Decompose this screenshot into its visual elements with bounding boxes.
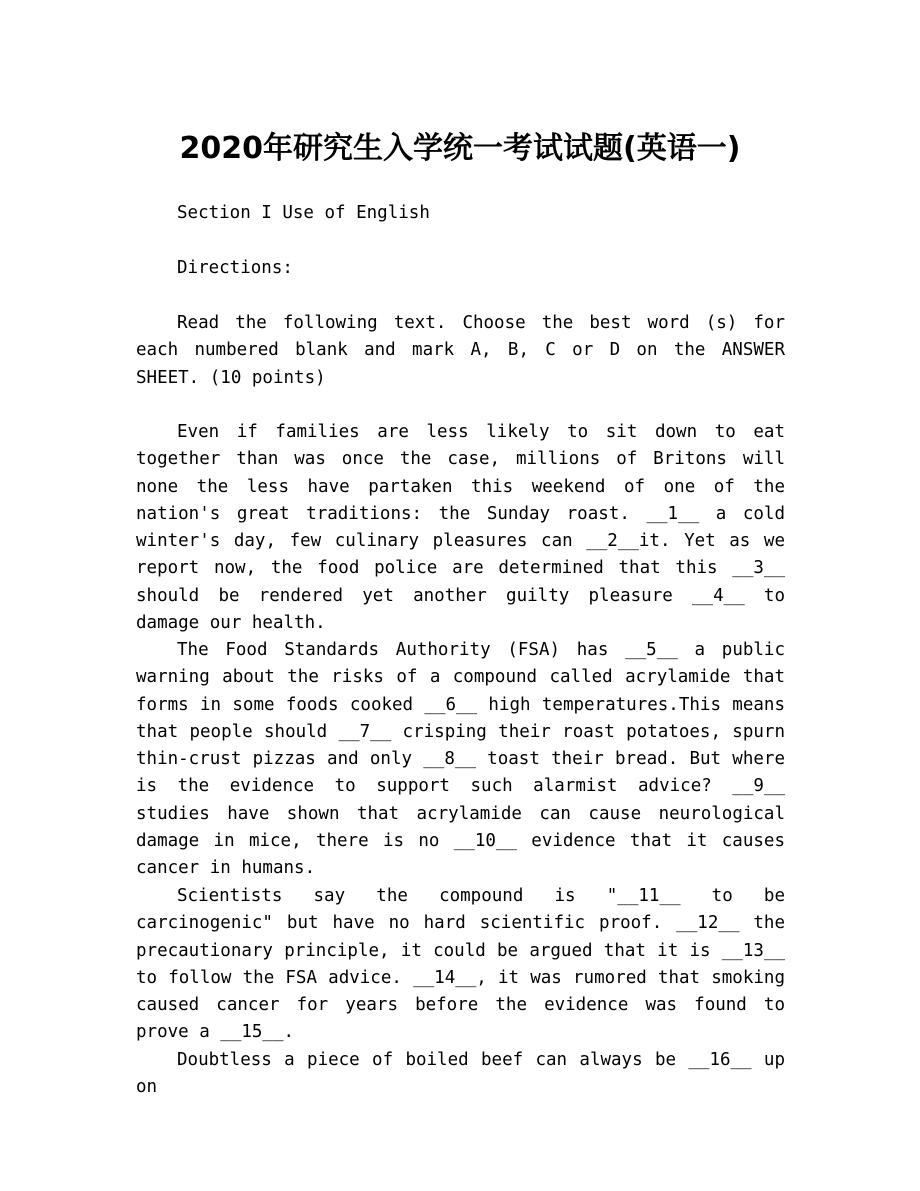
directions-paragraph: Read the following text. Choose the best word (s) for each numbered blank and mark A, B, C or D on the ANSWER SHEET. (10 points) (136, 313, 785, 388)
page-title: 2020年研究生入学统一考试试题(英语一) (179, 131, 741, 166)
section-heading: Section I Use of English (177, 203, 430, 223)
passage-paragraph: Scientists say the compound is "__11__ to be carcinogenic" but have no hard scientific proof. __12__ the precautionary principle, it could be argued that it is __13__ to follow the FSA advice. __14__, it was rumored that smoking caused cancer for years before the evidence was found to prove a __15__. (136, 886, 785, 1043)
passage-paragraph: The Food Standards Authority (FSA) has __5__ a public warning about the risks of a compound called acrylamide that forms in some foods cooked __6__ high temperatures.This means that people should __7__ crisping their roast potatoes, spurn thin-crust pizzas and only __8__ toast their bread. But where is the evidence to support such alarmist advice? __9__ studies have shown that acrylamide can cause neurological damage in mice, there is no __10__ evidence that it causes cancer in humans. (136, 640, 785, 879)
passage-paragraph: Even if families are less likely to sit down to eat together than was once the case, millions of Britons will none the less have partaken this weekend of one of the nation's great traditions: the Sunday roast. __1__ a cold winter's day, few culinary pleasures can __2__it. Yet as we report now, the food police are determined that this __3__ should be rendered yet another guilty pleasure __4__ to damage our health. (136, 422, 785, 634)
directions-label: Directions: (177, 258, 293, 278)
passage-paragraph: Doubtless a piece of boiled beef can always be __16__ up on (136, 1050, 785, 1098)
